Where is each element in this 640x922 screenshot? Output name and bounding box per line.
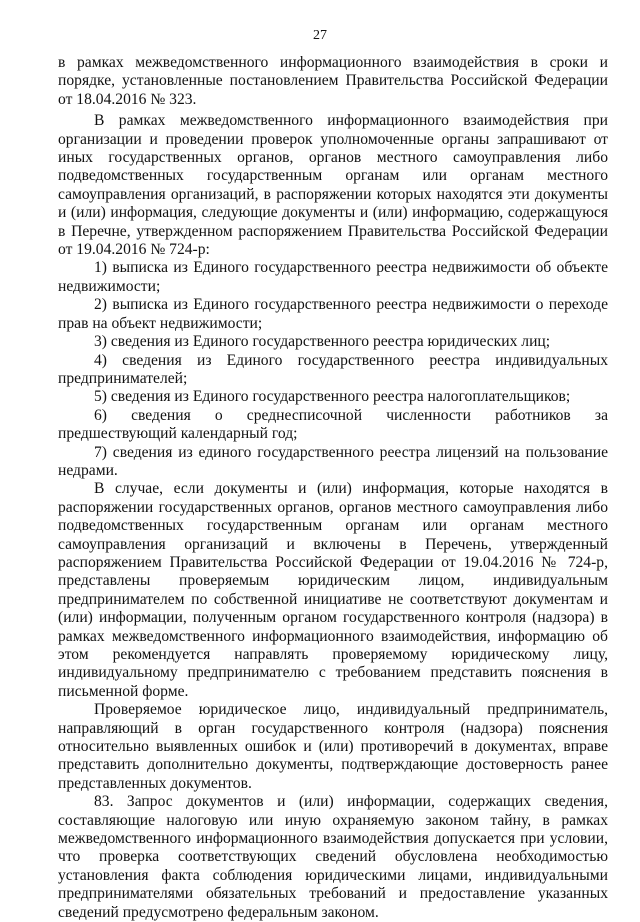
list-item-6: 6) сведения о среднесписочной численности работников за предшествующий календарный год; [58, 406, 608, 443]
paragraph-explanations: Проверяемое юридическое лицо, индивидуальный предприниматель, направляющий в орган государственного контроля (надзора) пояснения относительно выявленных ошибок и (или) противоречий в документах, вправе представить дополнительно документы, подтверждающие достоверность ранее представленных документов. [58, 701, 608, 792]
document-body [58, 54, 608, 922]
list-item-4: 4) сведения из Единого государственного реестра индивидуальных предпринимателей; [58, 351, 608, 387]
paragraph-discrepancy: В случае, если документы и (или) информация, которые находятся в распоряжении государственных органов, органов местного самоуправления либо подведомственных государственным органам или органам местного самоуправления организаций и включены в Перечень, утвержденный распоряжением Правительства Российской Федерации от 19.04.2016 № 724-р, представлены проверяемым юридическим лицом, индивидуальным предпринимателем по собственной инициативе не соответствуют документам и (или) информации, полученным органом государственного контроля (надзора) в рамках межведомственного информационного взаимодействия, информацию об этом рекомендуется направлять проверяемому юридическому лицу, индивидуальному предпринимателю с требованием представить пояснения в письменной форме. [58, 480, 608, 700]
paragraph-83-request: 83. Запрос документов и (или) информации, содержащих сведения, составляющие налоговую или иную охраняемую законом тайну, в рамках межведомственного информационного взаимодействия допускается при условии, что проверка соответствующих сведений обусловлена необходимостью установления факта соблюдения юридическими лицами, индивидуальными предпринимателями обязательных требований и предоставление указанных сведений предусмотрено федеральным законом. [58, 793, 608, 921]
paragraph-interagency-requests: В рамках межведомственного информационного взаимодействия при организации и проведении проверок уполномоченные органы запрашивают от иных государственных органов, органов местного самоуправления либо подведомственных государственным органам или органам местного самоуправления организаций, в распоряжении которых находятся эти документы и (или) информация, следующие документы и (или) информацию, содержащуюся в Перечне, утвержденном распоряжением Правительства Российской Федерации от 19.04.2016 № 724-р: [58, 112, 608, 259]
list-item-5: 5) сведения из Единого государственного реестра налогоплательщиков; [94, 388, 571, 406]
list-item-1: 1) выписка из Единого государственного реестра недвижимости об объекте недвижимости; [58, 259, 608, 295]
paragraph-intro-continuation: в рамках межведомственного информационного взаимодействия в сроки и порядке, установленные постановлением Правительства Российской Федерации от 18.04.2016 № 323. [58, 54, 608, 108]
list-item-2: 2) выписка из Единого государственного реестра недвижимости о переходе прав на объект недвижимости; [58, 296, 608, 332]
list-item-7: 7) сведения из единого государственного реестра лицензий на пользование недрами. [58, 443, 608, 479]
page-number: 27 [313, 28, 327, 43]
list-item-3: 3) сведения из Единого государственного реестра юридических лиц; [94, 333, 551, 351]
